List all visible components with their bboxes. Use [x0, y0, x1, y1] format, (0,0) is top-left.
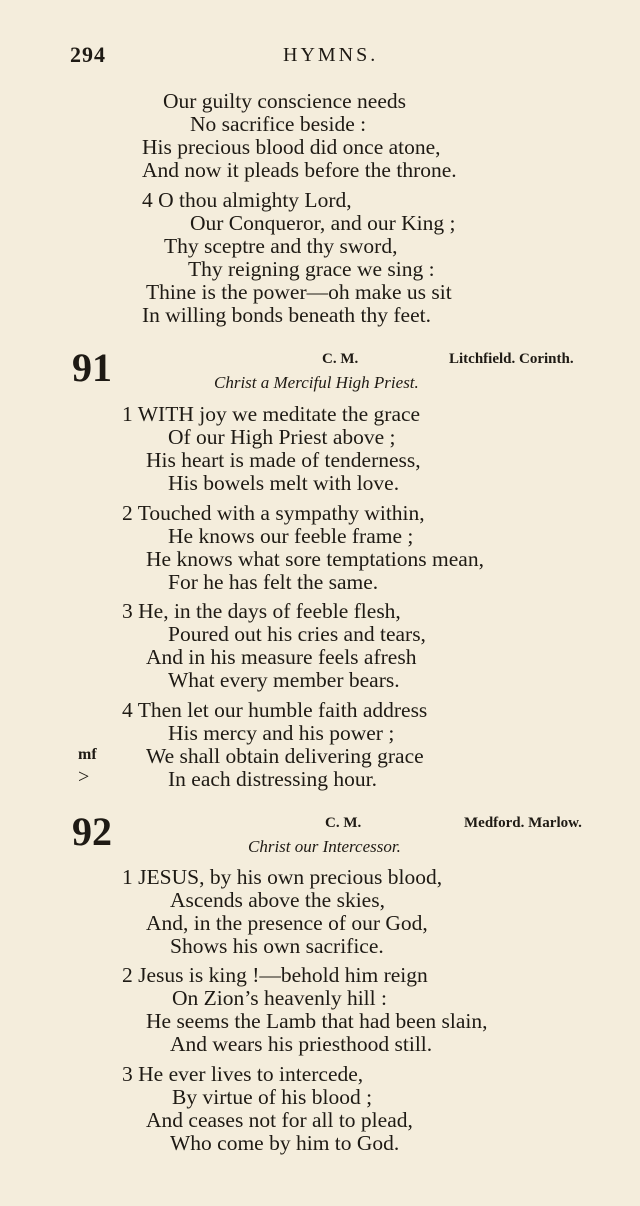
- verse-line: His mercy and his power ;: [168, 721, 395, 745]
- hymn-number: 92: [72, 809, 112, 854]
- verse-line: In willing bonds beneath thy feet.: [142, 303, 431, 327]
- hymn-meter: C. M.: [325, 815, 362, 831]
- verse-line: And in his measure feels afresh: [146, 645, 417, 669]
- verse-line: In each distressing hour.: [168, 767, 377, 791]
- verse-line: And now it pleads before the throne.: [142, 158, 457, 182]
- verse-line: And ceases not for all to plead,: [146, 1108, 413, 1132]
- page-number: 294: [70, 42, 106, 67]
- verse-line: 1 JESUS, by his own precious blood,: [122, 865, 443, 889]
- verse-line: His precious blood did once atone,: [142, 135, 441, 159]
- verse-line: No sacrifice beside :: [190, 112, 367, 136]
- tune-names: Litchfield. Corinth.: [449, 351, 574, 367]
- tune-names: Medford. Marlow.: [464, 815, 582, 831]
- verse-line: Thine is the power—oh make us sit: [146, 280, 452, 304]
- dynamic-marking: mf: [78, 746, 97, 763]
- verse-line: 2 Touched with a sympathy within,: [122, 501, 425, 525]
- verse-line: 1 WITH joy we meditate the grace: [122, 402, 421, 426]
- verse-line: Our Conqueror, and our King ;: [190, 211, 456, 235]
- verse-line: By virtue of his blood ;: [172, 1085, 373, 1109]
- verse-line: His bowels melt with love.: [168, 471, 400, 495]
- verse-line: And, in the presence of our God,: [146, 911, 428, 935]
- hymn-meter: C. M.: [322, 351, 359, 367]
- accent-marking: >: [78, 766, 90, 788]
- verse-line: We shall obtain delivering grace: [146, 744, 424, 768]
- verse-line: 4 O thou almighty Lord,: [142, 188, 352, 212]
- verse-line: He knows what sore temptations mean,: [146, 547, 484, 571]
- verse-line: Thy reigning grace we sing :: [188, 257, 435, 281]
- hymn-subtitle: Christ our Intercessor.: [248, 837, 401, 856]
- hymn-subtitle: Christ a Merciful High Priest.: [214, 373, 419, 392]
- verse-line: 4 Then let our humble faith address: [122, 698, 428, 722]
- verse-line: On Zion’s heavenly hill :: [172, 986, 387, 1010]
- verse-line: His heart is made of tenderness,: [146, 448, 421, 472]
- verse-line: He knows our feeble frame ;: [168, 524, 414, 548]
- verse-line: Poured out his cries and tears,: [168, 622, 426, 646]
- verse-line: Shows his own sacrifice.: [170, 934, 384, 958]
- verse-line: Who come by him to God.: [170, 1131, 400, 1155]
- verse-line: For he has felt the same.: [168, 570, 379, 594]
- verse-line: And wears his priesthood still.: [170, 1032, 433, 1056]
- hymn-number: 91: [72, 345, 112, 390]
- verse-line: 3 He ever lives to intercede,: [122, 1062, 364, 1086]
- verse-line: Thy sceptre and thy sword,: [164, 234, 398, 258]
- verse-line: He seems the Lamb that had been slain,: [146, 1009, 488, 1033]
- verse-line: 3 He, in the days of feeble flesh,: [122, 599, 401, 623]
- verse-line: Our guilty conscience needs: [163, 89, 406, 113]
- verse-line: 2 Jesus is king !—behold him reign: [122, 963, 428, 987]
- verse-line: Ascends above the skies,: [170, 888, 385, 912]
- verse-line: What every member bears.: [168, 668, 400, 692]
- running-title: HYMNS.: [283, 44, 379, 66]
- verse-line: Of our High Priest above ;: [168, 425, 396, 449]
